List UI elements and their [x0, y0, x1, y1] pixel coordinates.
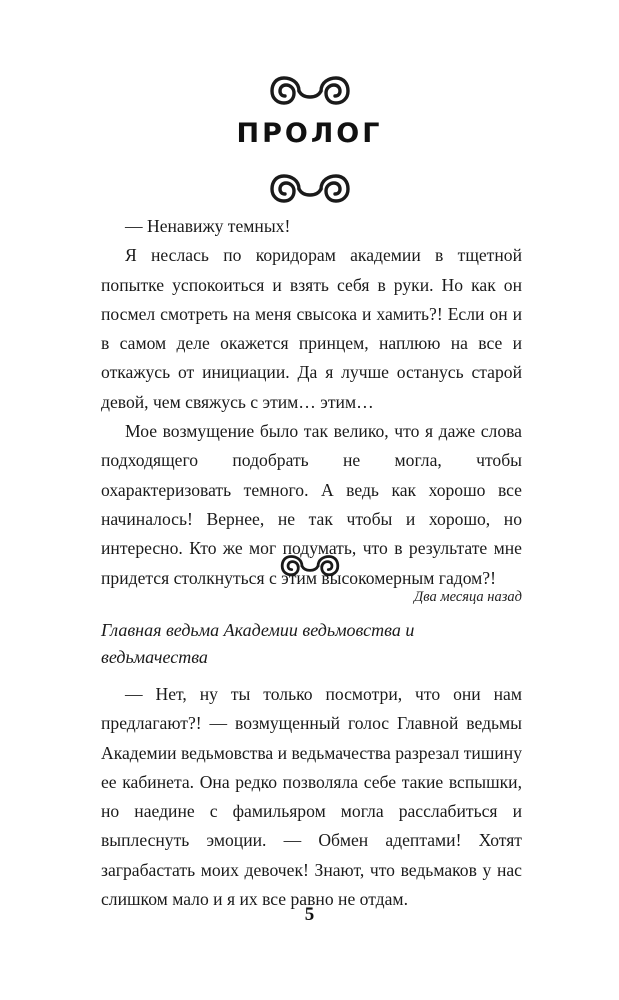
prologue-text [101, 212, 522, 593]
scene-heading: Главная ведьма Академии ведьмовства и ведьмачества [101, 620, 415, 667]
page-number: 5 [304, 904, 315, 925]
paragraph: Я неслась по коридорам академии в тщетной попытке успокоиться и взять себя в руки. Но как он посмел смотреть на меня свысока и хамить?! Если он и в самом деле окажется принцем, наплюю на все и откажусь от инициации. Да я лучше останусь старой девой, чем свяжусь с этим… этим… [101, 245, 522, 412]
scene-text [101, 680, 522, 914]
section-separator-ornament [280, 553, 340, 579]
paragraph: — Ненавижу темных! [125, 216, 291, 236]
paragraph: — Нет, ну ты только посмотри, что они нам предлагают?! — возмущенный голос Главной ведьмы Академии ведьмовства и ведьмачества разрезал тишину ее кабинета. Она редко позволяла себе такие вспышки, но наедине с фамильяром могла расслабиться и выплеснуть эмоции. — Обмен адептами! Хотят заграбастать моих девочек! Знают, что ведьмаков у нас слишком мало и я их все равно не отдам. [101, 684, 522, 910]
paragraph: Мое возмущение было так велико, что я даже слова подходящего подобрать не могла, чтобы охарактеризовать темного. А ведь как хорошо все начиналось! Вернее, не так чтобы и хорошо, но интересно. Кто же мог подумать, что в результате мне придется столкнуться с этим высокомерным гадом?! [101, 421, 522, 588]
double-spiral-ornament-top [269, 74, 351, 108]
chapter-title: ПРОЛОГ [236, 118, 383, 149]
double-spiral-ornament-bottom [269, 172, 351, 206]
time-marker: Два месяца назад [414, 589, 522, 605]
